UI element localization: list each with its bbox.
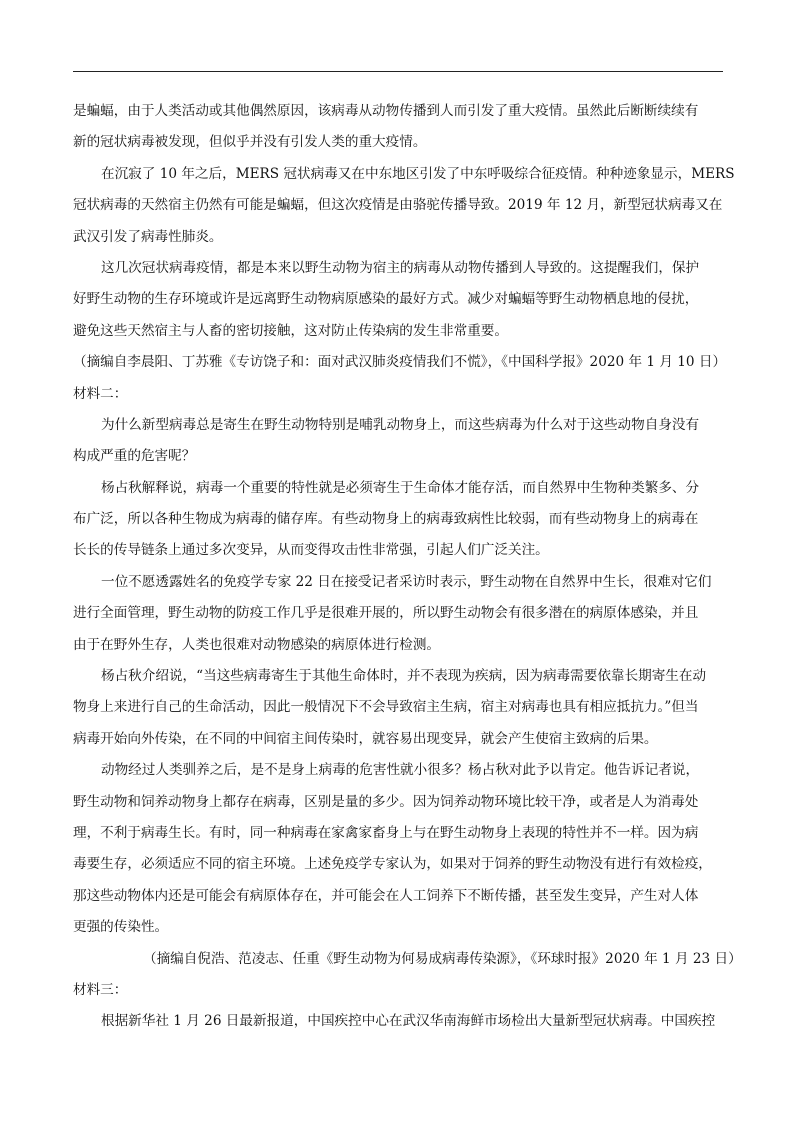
text-line: 根据新华社 1 月 26 日最新报道，中国疾控中心在武汉华南海鲜市场检出大量新型冠状病毒。中国疾控 — [101, 1013, 716, 1030]
text-line: 更强的传染性。 — [73, 919, 169, 936]
text-line: 动物经过人类驯养之后，是不是身上病毒的危害性就小很多？杨占秋对此予以肯定。他告诉记者说， — [101, 762, 700, 779]
text-line: 一位不愿透露姓名的免疫学专家 22 日在接受记者采访时表示，野生动物在自然界中生长，很难对它们 — [101, 573, 712, 590]
text-line: 物身上来进行自己的生命活动，因此一般情况下不会导致宿主生病，宿主对病毒也具有相应抵抗力。”但当 — [73, 699, 699, 716]
text-line: 避免这些天然宿主与人畜的密切接触，这对防止传染病的发生非常重要。 — [73, 322, 508, 339]
text-line: 布广泛，所以各种生物成为病毒的储存库。有些动物身上的病毒致病性比较弱，而有些动物身上的病毒在 — [73, 511, 699, 528]
text-line: 为什么新型病毒总是寄生在野生动物特别是哺乳动物身上，而这些病毒为什么对于这些动物自身没有 — [101, 416, 700, 433]
text-line: 野生动物和饲养动物身上都存在病毒，区别是量的多少。因为饲养动物环境比较干净，或者是人为消毒处 — [73, 793, 699, 810]
text-line: 冠状病毒的天然宿主仍然有可能是蝙蝠，但这次疫情是由骆驼传播导致。2019 年 12 月，新型冠状病毒又在 — [73, 197, 723, 214]
text-line: 毒要生存，必须适应不同的宿主环境。上述免疫学专家认为，如果对于饲养的野生动物没有进行有效检疫， — [73, 856, 712, 873]
citation-line: （摘编自倪浩、范凌志、任重《野生动物为何易成病毒传染源》，《环球时报》2020 年 1 月 23 日） — [143, 950, 742, 967]
section-heading: 材料三： — [73, 981, 128, 998]
text-line: 在沉寂了 10 年之后，MERS 冠状病毒又在中东地区引发了中东呼吸综合征疫情。种种迹象显示，MERS — [101, 165, 735, 182]
text-line: 武汉引发了病毒性肺炎。 — [73, 228, 223, 245]
text-line: 由于在野外生存，人类也很难对动物感染的病原体进行检测。 — [73, 636, 441, 653]
header-rule — [73, 71, 723, 72]
text-line: 构成严重的危害呢？ — [73, 448, 196, 465]
text-line: 那这些动物体内还是可能会有病原体存在，并可能会在人工饲养下不断传播，甚至发生变异，产生对人体 — [73, 887, 699, 904]
text-line: 好野生动物的生存环境或许是远离野生动物病原感染的最好方式。减少对蝙蝠等野生动物栖息地的侵扰， — [73, 291, 699, 308]
text-line: 病毒开始向外传染，在不同的中间宿主间传染时，就容易出现变异，就会产生使宿主致病的后果。 — [73, 730, 658, 747]
text-line: 是蝙蝠，由于人类活动或其他偶然原因，该病毒从动物传播到人而引发了重大疫情。虽然此后断断续续有 — [73, 103, 699, 119]
citation-line: （摘编自李晨阳、丁苏雅《专访饶子和：面对武汉肺炎疫情我们不慌》，《中国科学报》2020 年 1 月 10 日） — [73, 354, 727, 371]
document-body — [73, 96, 742, 1038]
text-line: 杨占秋解释说，病毒一个重要的特性就是必须寄生于生命体才能存活，而自然界中生物种类繁多、分 — [101, 479, 700, 496]
text-line: 杨占秋介绍说，“当这些病毒寄生于其他生命体时，并不表现为疾病，因为病毒需要依靠长期寄生在动 — [101, 668, 707, 685]
text-line: 长长的传导链条上通过多次变异，从而变得攻击性非常强，引起人们广泛关注。 — [73, 542, 549, 559]
text-line: 这几次冠状病毒疫情，都是本来以野生动物为宿主的病毒从动物传播到人导致的。这提醒我们，保护 — [101, 259, 700, 276]
section-heading: 材料二： — [73, 385, 128, 402]
text-line: 新的冠状病毒被发现，但似乎并没有引发人类的重大疫情。 — [73, 134, 427, 151]
text-line: 进行全面管理，野生动物的防疫工作几乎是很难开展的，所以野生动物会有很多潜在的病原体感染，并且 — [73, 605, 699, 622]
text-line: 理，不利于病毒生长。有时，同一种病毒在家禽家畜身上与在野生动物身上表现的特性并不一样。因为病 — [73, 824, 699, 841]
